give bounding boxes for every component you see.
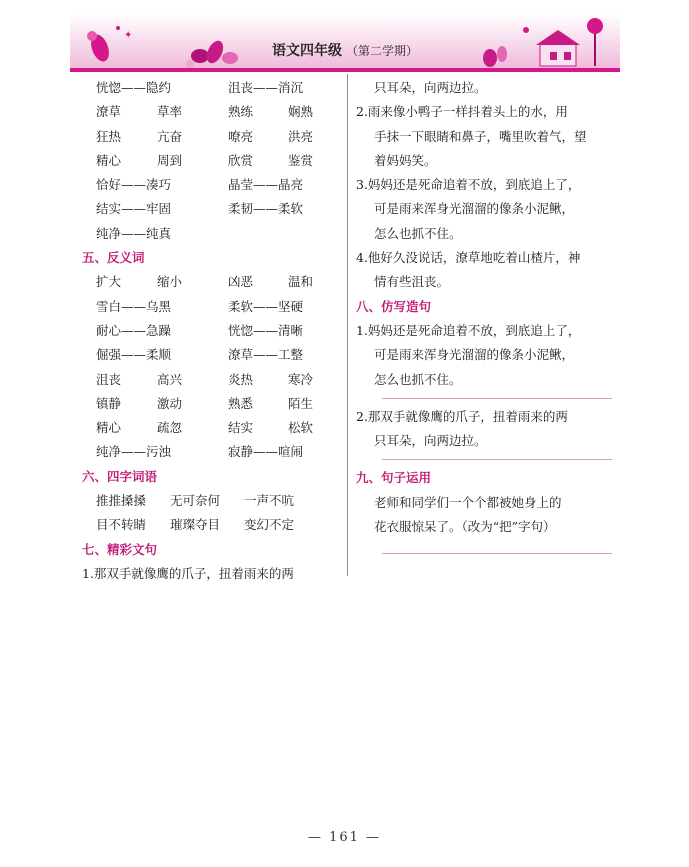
word: 陌生 <box>288 395 314 411</box>
section-heading-5: 五、反义词 <box>82 250 145 266</box>
idiom: 变幻不定 <box>244 517 295 533</box>
answer-line <box>382 553 612 554</box>
header-underline <box>70 68 620 72</box>
sentence-line: 怎么也抓不住。 <box>374 225 462 241</box>
sentence-line: 花衣服惊呆了。（改为“把”字句） <box>374 519 556 535</box>
word: 温和 <box>288 274 314 290</box>
word: 结实 <box>228 420 254 436</box>
word-pair: 潦草——工整 <box>228 347 304 363</box>
idiom-row <box>82 513 342 537</box>
word: 周到 <box>157 152 183 168</box>
word: 熟悉 <box>228 395 254 411</box>
word: 激动 <box>157 395 183 411</box>
book-subtitle: （第二学期） <box>345 44 418 58</box>
sentence-line: 只耳朵，向两边拉。 <box>374 80 487 95</box>
answer-line <box>382 459 612 460</box>
sentence-line: 4.他好久没说话，潦草地吃着山楂片，神 <box>356 250 581 266</box>
word-pair: 寂静——喧闹 <box>228 444 304 460</box>
idiom: 璀璨夺目 <box>170 517 221 533</box>
word-row <box>82 319 342 343</box>
word-row <box>82 222 342 246</box>
word-row <box>82 295 342 319</box>
sentence-item <box>356 100 612 173</box>
word: 凶恶 <box>228 274 254 290</box>
word: 高兴 <box>157 371 183 387</box>
sentence-line: 怎么也抓不住。 <box>374 371 462 387</box>
word: 炎热 <box>228 371 254 387</box>
idiom: 无可奈何 <box>170 493 221 509</box>
word: 草率 <box>157 104 183 120</box>
page-number: — 161 — <box>307 830 382 845</box>
word-pair: 倔强——柔顺 <box>96 347 172 363</box>
word-row <box>82 125 342 149</box>
word: 扩大 <box>96 274 122 290</box>
word: 娴熟 <box>288 104 314 120</box>
sentence-item <box>356 405 612 454</box>
word: 缩小 <box>157 274 183 290</box>
word: 嘹亮 <box>228 128 254 144</box>
sentence-line: 1.妈妈还是死命追着不放，到底追上了， <box>356 322 581 338</box>
section-heading-7: 七、精彩文句 <box>82 541 158 557</box>
sentence-item <box>356 246 612 295</box>
word-pair: 纯净——纯真 <box>96 225 172 241</box>
section-heading-9: 九、句子运用 <box>356 470 432 486</box>
svg-text:✦: ✦ <box>124 30 133 41</box>
sentence-item <box>356 491 612 540</box>
word: 洪亮 <box>288 128 314 144</box>
word-row <box>82 100 342 124</box>
right-column <box>356 76 612 560</box>
word: 亢奋 <box>157 128 183 144</box>
sentence-line: 着妈妈笑。 <box>374 152 437 168</box>
word-pair: 恍惚——清晰 <box>228 322 304 338</box>
sentence-line: 手抹一下眼睛和鼻子，嘴里吹着气，望 <box>374 128 587 144</box>
word: 沮丧 <box>96 371 122 387</box>
word: 欣赏 <box>228 152 254 168</box>
word: 潦草 <box>96 104 122 120</box>
sentence-line: 情有些沮丧。 <box>374 274 450 290</box>
word-row <box>82 392 342 416</box>
word-pair: 晶莹——晶亮 <box>228 177 304 193</box>
word-row <box>82 368 342 392</box>
word: 松软 <box>288 420 314 436</box>
word: 狂热 <box>96 128 122 144</box>
sentence-item <box>356 319 612 392</box>
sentence-line: 只耳朵，向两边拉。 <box>374 433 487 449</box>
word: 疏忽 <box>157 420 183 436</box>
word: 镇静 <box>96 395 122 411</box>
sentence-item <box>356 173 612 246</box>
idiom: 一声不吭 <box>244 493 295 509</box>
word-row <box>82 343 342 367</box>
word-row <box>82 76 342 100</box>
word-pair: 耐心——急躁 <box>96 322 172 338</box>
answer-line <box>382 398 612 399</box>
word-row <box>82 149 342 173</box>
word-pair: 柔软——坚硬 <box>228 298 304 314</box>
word-pair: 恰好——凑巧 <box>96 177 172 193</box>
word-pair: 柔韧——柔软 <box>228 201 304 217</box>
word: 鉴赏 <box>288 152 314 168</box>
idiom: 推推搡搡 <box>96 493 147 509</box>
word: 精心 <box>96 152 122 168</box>
sentence-line: 可是雨来浑身光溜溜的像条小泥鳅， <box>374 201 575 217</box>
book-title: 语文四年级 <box>271 43 342 59</box>
word-row <box>82 197 342 221</box>
header-banner <box>70 14 620 70</box>
word-pair: 纯净——污浊 <box>96 444 172 460</box>
sentence-item: 1.那双手就像鹰的爪子，扭着雨来的两 <box>82 565 294 581</box>
sentence-line: 老师和同学们一个个都被她身上的 <box>374 494 562 510</box>
sentence-line: 3.妈妈还是死命追着不放，到底追上了， <box>356 177 581 193</box>
left-column <box>82 76 342 586</box>
sentence-line: 2.那双手就像鹰的爪子，扭着雨来的两 <box>356 408 568 424</box>
column-divider <box>347 74 348 576</box>
word-row <box>82 416 342 440</box>
word-row <box>82 173 342 197</box>
idiom-row <box>82 489 342 513</box>
word-row <box>82 440 342 464</box>
word: 寒冷 <box>288 371 314 387</box>
sentence-line: 可是雨来浑身光溜溜的像条小泥鳅， <box>374 347 575 363</box>
word-pair: 雪白——乌黑 <box>96 298 172 314</box>
word-pair: 恍惚——隐约 <box>96 80 172 95</box>
section-heading-8: 八、仿写造句 <box>356 298 432 314</box>
section-heading-6: 六、四字词语 <box>82 468 158 484</box>
word-pair: 沮丧——消沉 <box>228 80 304 95</box>
idiom: 目不转睛 <box>96 517 147 533</box>
word: 精心 <box>96 420 122 436</box>
page-title <box>70 40 620 60</box>
word-pair: 结实——牢固 <box>96 201 172 217</box>
word: 熟练 <box>228 104 254 120</box>
sentence-line: 2.雨来像小鸭子一样抖着头上的水，用 <box>356 104 568 120</box>
word-row <box>82 270 342 294</box>
